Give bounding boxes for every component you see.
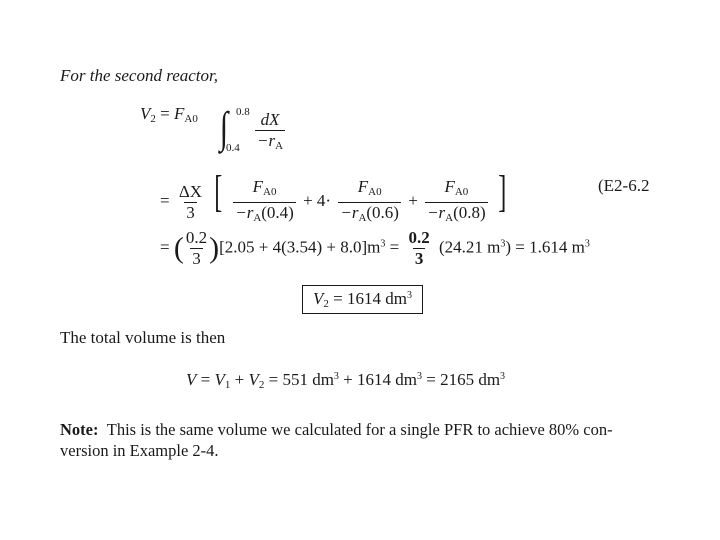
note-text-1: This is the same volume we calculated for a single PFR to achieve 80% con-	[106, 420, 613, 439]
equals-sign: =	[160, 237, 170, 257]
superscript-3: 3	[500, 371, 506, 382]
fa0-symbol: F	[173, 104, 185, 123]
equation-line-3	[160, 228, 590, 269]
right-bracket: ]	[498, 167, 507, 216]
integral-lower-limit: 0.4	[226, 142, 240, 154]
total-value: = 2165 dm	[421, 370, 501, 389]
v-symbol: V	[186, 370, 197, 389]
integral-upper-limit: 0.8	[236, 106, 250, 118]
result-expression: ) = 1.614 m	[505, 237, 585, 257]
integrand-numerator: dX	[260, 110, 280, 129]
v2-value: + 1614 dm	[338, 370, 417, 389]
term1-numerator: F	[252, 176, 263, 196]
v2-subscript: 2	[258, 379, 265, 391]
term1-den-sub: A	[253, 211, 262, 224]
integrand-denominator: −r	[257, 131, 276, 150]
right-paren: )	[209, 231, 220, 265]
v2-symbol: V	[140, 104, 151, 123]
superscript-2: 3	[416, 371, 422, 382]
equals-sign: =	[196, 370, 215, 389]
fraction2-numerator: 0.2	[408, 228, 430, 247]
three: 3	[186, 202, 195, 222]
paren-expression: (24.21 m	[438, 237, 501, 257]
integrand-fraction	[252, 110, 288, 156]
total-volume-equation	[186, 370, 505, 391]
term3-num-sub: A0	[454, 185, 469, 198]
integral-sign: ∫	[219, 103, 229, 152]
boxed-superscript: 3	[406, 290, 412, 301]
term3-den-arg: (0.8)	[453, 202, 486, 222]
term1-den-arg: (0.4)	[261, 202, 294, 222]
v1-symbol: V	[214, 370, 225, 389]
section-heading: For the second reactor,	[60, 66, 219, 85]
total-volume-intro: The total volume is then	[60, 328, 226, 347]
term1-num-sub: A0	[263, 185, 277, 198]
equals-sign-2: =	[389, 237, 400, 257]
fraction1-numerator: 0.2	[185, 228, 208, 247]
cubic-superscript-2: 3	[500, 238, 506, 250]
boxed-result	[302, 285, 423, 314]
superscript-1: 3	[333, 371, 339, 382]
v1-value: = 551 dm	[264, 370, 334, 389]
plus-sign: +	[408, 191, 418, 210]
term2-den-sub: A	[358, 211, 367, 224]
fa0-subscript: A0	[184, 113, 198, 125]
fraction2-denominator: 3	[414, 249, 424, 268]
note-line-2: version in Example 2-4.	[60, 441, 219, 460]
bracket-expression: [2.05 + 4(3.54) + 8.0]m	[219, 237, 381, 257]
term3-numerator: F	[444, 176, 455, 196]
plus-sign: +	[230, 370, 249, 389]
note-line-1	[60, 420, 613, 440]
equals-sign: =	[160, 104, 170, 123]
term2-num-sub: A0	[368, 185, 382, 198]
term1-denominator: −r	[235, 202, 254, 222]
v2-symbol: V	[248, 370, 259, 389]
term2-denominator: −r	[340, 202, 359, 222]
fraction1-denominator: 3	[192, 249, 201, 268]
equals-sign: =	[160, 191, 170, 210]
v2-subscript: 2	[150, 113, 156, 125]
equation-label: (E2-6.2	[598, 176, 650, 195]
term2-den-arg: (0.6)	[366, 202, 399, 222]
cubic-superscript-3: 3	[584, 238, 590, 250]
term3-den-sub: A	[445, 211, 454, 224]
boxed-v2-subscript: 2	[323, 298, 329, 310]
equation-line-2	[160, 167, 510, 228]
left-paren: (	[173, 231, 184, 265]
term2-numerator: F	[357, 176, 369, 196]
plus-four: + 4·	[303, 191, 332, 210]
note-label: Note:	[60, 420, 99, 439]
cubic-superscript: 3	[380, 238, 386, 250]
boxed-v2-symbol: V	[313, 289, 324, 308]
delta-x: ΔX	[178, 181, 203, 201]
v1-subscript: 1	[224, 379, 231, 391]
boxed-value: = 1614 dm	[328, 289, 407, 308]
integrand-den-subscript: A	[275, 140, 284, 152]
left-bracket: [	[214, 167, 223, 216]
term3-denominator: −r	[427, 202, 446, 222]
equation-line-1	[140, 104, 198, 125]
